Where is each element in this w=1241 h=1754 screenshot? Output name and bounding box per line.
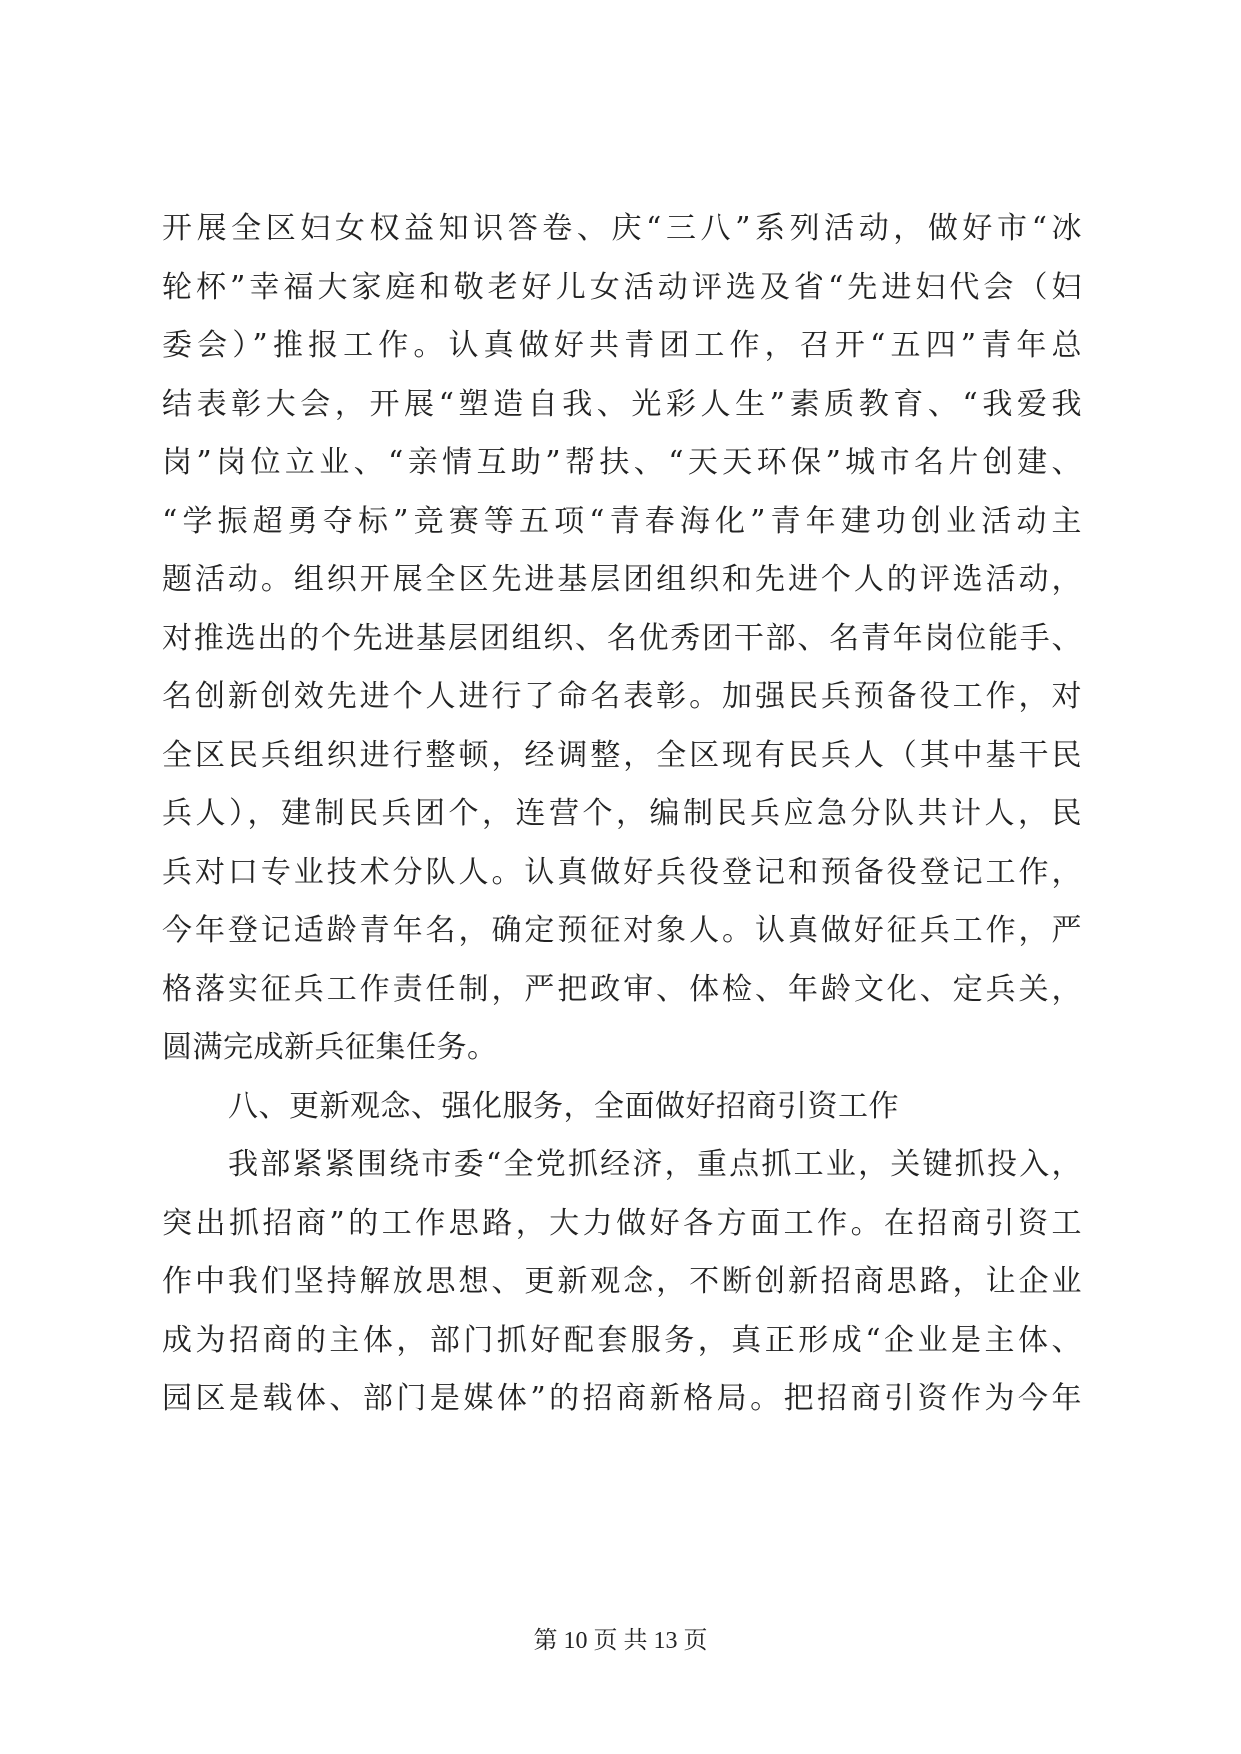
text-line: 名创新创效先进个人进行了命名表彰。加强民兵预备役工作，对	[162, 679, 1082, 714]
text-line: 对推选出的个先进基层团组织、名优秀团干部、名青年岗位能手、	[162, 620, 1082, 656]
text-line: 作中我们坚持解放思想、更新观念，不断创新招商思路，让企业	[162, 1264, 1082, 1299]
text-line: 委会）”推报工作。认真做好共青团工作，召开“五四”青年总	[162, 328, 1082, 363]
text-line: 格落实征兵工作责任制，严把政审、体检、年龄文化、定兵关，	[162, 971, 1082, 1007]
text-line: 全区民兵组织进行整顿，经调整，全区现有民兵人（其中基干民	[162, 737, 1082, 773]
text-line: 轮杯”幸福大家庭和敬老好儿女活动评选及省“先进妇代会（妇	[162, 269, 1082, 305]
text-line: 兵对口专业技术分队人。认真做好兵役登记和预备役登记工作，	[162, 854, 1082, 890]
text-line: 成为招商的主体，部门抓好配套服务，真正形成“企业是主体、	[162, 1322, 1082, 1358]
text-line: 开展全区妇女权益知识答卷、庆“三八”系列活动，做好市“冰	[162, 211, 1082, 246]
text-line: 题活动。组织开展全区先进基层团组织和先进个人的评选活动，	[162, 562, 1082, 597]
body-text	[162, 200, 1082, 1429]
text-line: 结表彰大会，开展“塑造自我、光彩人生”素质教育、“我爱我	[162, 386, 1082, 422]
text-line: “学振超勇夺标”竞赛等五项“青春海化”青年建功创业活动主	[162, 503, 1082, 539]
text-line: 今年登记适龄青年名，确定预征对象人。认真做好征兵工作，严	[162, 913, 1082, 948]
text-line: 兵人），建制民兵团个，连营个，编制民兵应急分队共计人，民	[162, 796, 1082, 831]
text-line: 突出抓招商”的工作思路，大力做好各方面工作。在招商引资工	[162, 1205, 1082, 1241]
text-line: 圆满完成新兵征集任务。	[162, 1030, 498, 1065]
text-line: 我部紧紧围绕市委“全党抓经济，重点抓工业，关键抓投入，	[228, 1147, 1082, 1182]
page-number-footer: 第 10 页 共 13 页	[533, 1628, 708, 1654]
text-line: 岗”岗位立业、“亲情互助”帮扶、“天天环保”城市名片创建、	[162, 445, 1082, 480]
section-heading: 八、更新观念、强化服务，全面做好招商引资工作	[228, 1088, 899, 1124]
text-line: 园区是载体、部门是媒体”的招商新格局。把招商引资作为今年	[162, 1381, 1082, 1416]
